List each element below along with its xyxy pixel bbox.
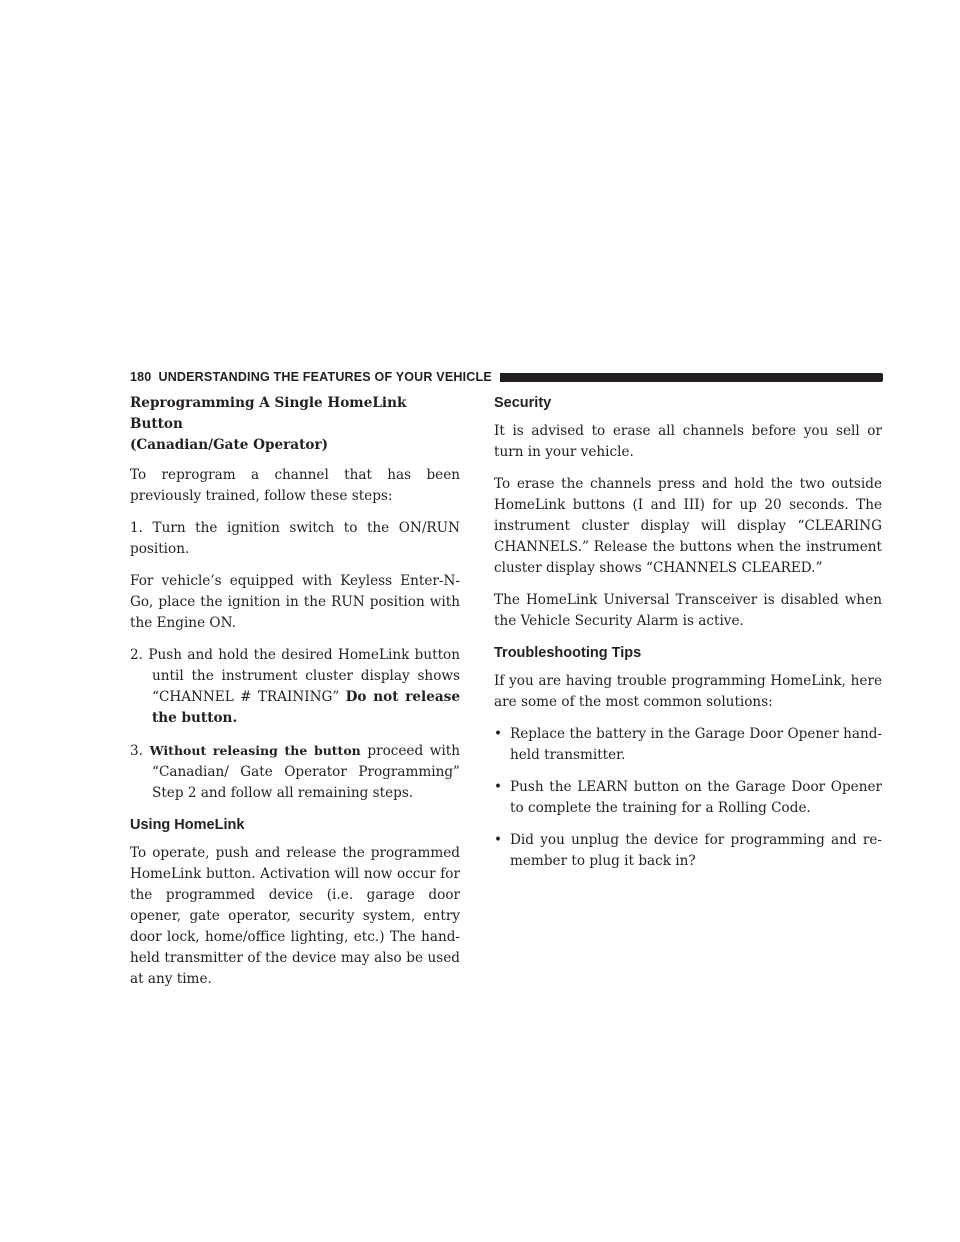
using-homelink-heading: Using HomeLink [130, 817, 245, 833]
bullet-icon: • [494, 832, 503, 848]
bullet-text: Did you unplug the device for programming and re-member to plug it back in? [510, 832, 882, 869]
security-paragraph-3: The HomeLink Universal Transceiver is disabled when the Vehicle Security Alarm is active. [494, 592, 882, 629]
intro-paragraph: To reprogram a channel that has been previously trained, follow these steps: [130, 467, 460, 504]
step-3-bold: Without releasing the button [149, 743, 361, 758]
bullet-text: Replace the battery in the Garage Door Opener hand-held transmitter. [510, 726, 882, 763]
step-3-number: 3. [130, 743, 143, 759]
list-item [494, 830, 882, 872]
security-heading: Security [494, 395, 552, 411]
step-1: 1. Turn the ignition switch to the ON/RUN position. [130, 520, 460, 557]
step-3-text: proceed with “Canadian/ Gate Operator Programming” Step 2 and follow all remaining steps. [152, 743, 460, 801]
step-2 [130, 645, 460, 729]
page-number: 180 [130, 370, 152, 384]
bullet-icon: • [494, 779, 503, 795]
keyless-note: For vehicle’s equipped with Keyless Enter-N-Go, place the ignition in the RUN position with the Engine ON. [130, 573, 460, 631]
reprogramming-heading [130, 393, 460, 456]
header-rule [500, 373, 883, 382]
page-header [130, 370, 883, 384]
left-column [130, 393, 460, 1001]
bullet-text: Push the LEARN button on the Garage Door Opener to complete the training for a Rolling Code. [510, 779, 882, 816]
step-3 [130, 740, 460, 804]
right-column [494, 393, 882, 883]
using-homelink-paragraph: To operate, push and release the programmed HomeLink button. Activation will now occur for the programmed device (i.e. garage door opener, gate operator, security system, entry door lock, home/office lighting, etc.) The hand-held transmitter of the device may also be used at any time. [130, 845, 460, 987]
troubleshooting-heading: Troubleshooting Tips [494, 645, 642, 661]
security-paragraph-2: To erase the channels press and hold the two outside HomeLink buttons (I and III) for up 20 seconds. The instrument cluster display will display “CLEARING CHANNELS.” Release the buttons when the instrument cluster display shows “CHANNELS CLEARED.” [494, 476, 882, 576]
troubleshooting-intro: If you are having trouble programming HomeLink, here are some of the most common solutions: [494, 673, 882, 710]
section-title: UNDERSTANDING THE FEATURES OF YOUR VEHICLE [158, 370, 492, 384]
heading-line-1: Reprogramming A Single HomeLink Button [130, 395, 407, 432]
step-2-bold: Do not release the button. [152, 689, 460, 726]
bullet-icon: • [494, 726, 503, 742]
list-item [494, 777, 882, 819]
heading-line-2: (Canadian/Gate Operator) [130, 437, 329, 453]
list-item [494, 724, 882, 766]
security-paragraph-1: It is advised to erase all channels before you sell or turn in your vehicle. [494, 423, 882, 460]
step-2-text: 2. Push and hold the desired HomeLink button until the instrument cluster display shows “CHANNEL # TRAINING” [130, 647, 460, 705]
